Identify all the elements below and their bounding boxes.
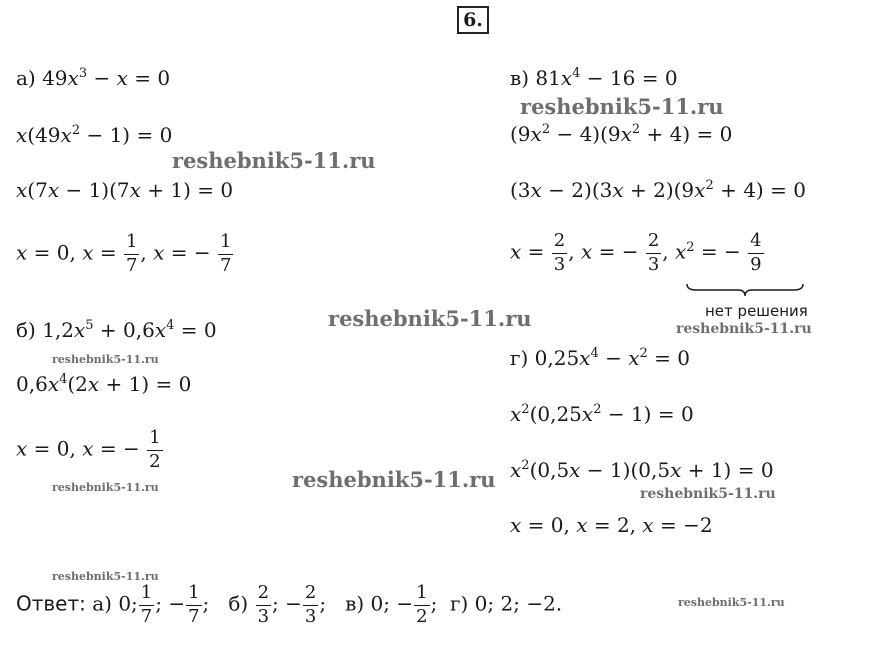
- answer-frac-b1: $\frac{2}{3}$: [257, 582, 270, 627]
- watermark: reshebnik5-11.ru: [676, 321, 812, 337]
- problem-number: 6.: [457, 6, 489, 34]
- part-v-line3: $(3x - 2)(3x + 2)(9x^2 + 4) = 0$: [510, 178, 806, 202]
- watermark: reshebnik5-11.ru: [520, 94, 724, 119]
- answer-frac-a2: $\frac{1}{7}$: [188, 582, 200, 627]
- part-a-line2: $x(49x^2 - 1) = 0$: [16, 123, 173, 147]
- part-g-line4: x = 0, x = 2, x = −2: [510, 513, 713, 537]
- no-solution-note: нет решения: [705, 302, 808, 320]
- fraction-four-ninths-neg: $\frac{4}{9}$: [750, 230, 762, 275]
- fraction-one-half-neg: $\frac{1}{2}$: [149, 427, 161, 472]
- watermark: reshebnik5-11.ru: [52, 353, 159, 366]
- answer-line: Ответ: а) 0; $\frac{1}{7}$ ; − $\frac{1}{7}$ ; б) $\frac{2}{3}$ ; − $\frac{2}{3}$ ; в) 0; − $\frac{1}{2}$ ; г) 0; 2; −2.: [16, 582, 563, 627]
- watermark: reshebnik5-11.ru: [678, 596, 785, 609]
- watermark: reshebnik5-11.ru: [640, 486, 776, 502]
- part-b-line1: б) $1,2x^5 + 0,6x^4 = 0$: [16, 318, 217, 342]
- part-g-line3: $x^2(0,5x - 1)(0,5x + 1) = 0$: [510, 458, 774, 482]
- part-g-line2: $x^2(0,25x^2 - 1) = 0$: [510, 402, 694, 426]
- answer-frac-b2: $\frac{2}{3}$: [304, 582, 317, 627]
- fraction-two-thirds: $\frac{2}{3}$: [553, 230, 566, 275]
- part-v-line4: x = $\frac{2}{3}$ , x = − $\frac{2}{3}$ , $x^2$ = − $\frac{4}{9}$: [510, 230, 762, 275]
- part-v-line2: $(9x^2 - 4)(9x^2 + 4) = 0$: [510, 122, 733, 146]
- part-b-line2: $0,6x^4(2x + 1) = 0$: [16, 372, 192, 396]
- watermark: reshebnik5-11.ru: [52, 481, 159, 494]
- answer-frac-a1: $\frac{1}{7}$: [140, 582, 153, 627]
- fraction-one-seventh: $\frac{1}{7}$: [125, 231, 138, 276]
- watermark: reshebnik5-11.ru: [292, 467, 496, 492]
- part-g-line1: г) $0,25x^4 - x^2 = 0$: [510, 346, 690, 370]
- fraction-two-thirds-neg: $\frac{2}{3}$: [647, 230, 660, 275]
- answer-frac-v: $\frac{1}{2}$: [416, 582, 428, 627]
- part-a-line3: x(7x − 1)(7x + 1) = 0: [16, 178, 234, 202]
- watermark: reshebnik5-11.ru: [52, 570, 159, 583]
- underbrace: [686, 283, 804, 297]
- part-a-line4: x = 0, x = $\frac{1}{7}$ , x = − $\frac{1}{7}$: [16, 231, 232, 276]
- fraction-one-seventh-neg: $\frac{1}{7}$: [220, 231, 232, 276]
- part-a-line1: а) $49x^3 - x = 0$: [16, 66, 171, 90]
- watermark: reshebnik5-11.ru: [172, 148, 376, 173]
- part-v-line1: в) $81x^4 - 16 = 0$: [510, 66, 678, 90]
- part-b-line3: x = 0, x = − $\frac{1}{2}$: [16, 427, 161, 472]
- watermark: reshebnik5-11.ru: [328, 306, 532, 331]
